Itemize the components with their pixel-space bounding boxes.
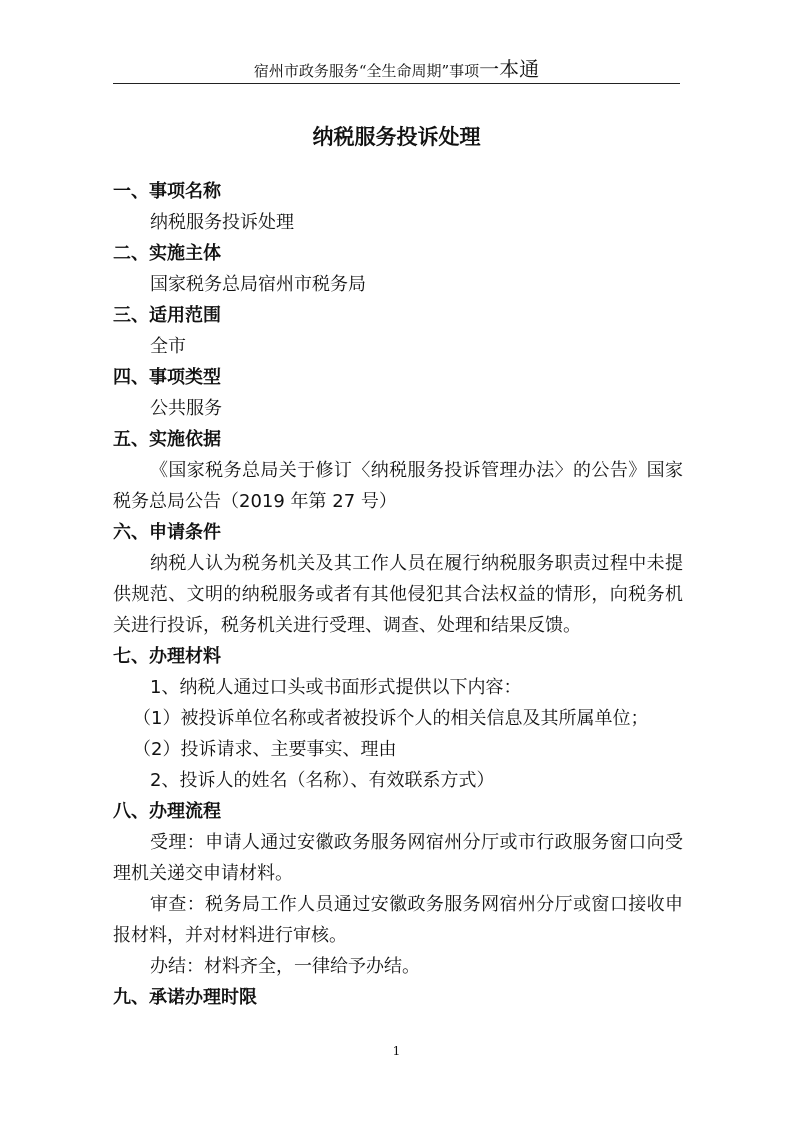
section-item-name (113, 176, 683, 238)
section-paragraph: 全市 (150, 336, 186, 357)
section-time-limit (113, 982, 683, 1013)
section-paragraph: 受理：申请人通过安徽政务服务网宿州分厅或市行政服务窗口向受理机关递交申请材料。 (113, 832, 683, 884)
document-title: 纳税服务投诉处理 (312, 125, 481, 149)
document-body (113, 176, 683, 1013)
section-legal-basis (113, 424, 683, 517)
section-heading: 七、办理材料 (113, 646, 221, 667)
page-number: 1 (392, 1044, 401, 1058)
section-paragraph: 公共服务 (150, 398, 222, 419)
section-conditions (113, 517, 683, 641)
section-heading: 九、承诺办理时限 (113, 987, 257, 1008)
section-paragraph: 2、投诉人的姓名（名称）、有效联系方式） (150, 770, 495, 791)
section-paragraph: 1、纳税人通过口头或书面形式提供以下内容： (150, 677, 522, 698)
section-paragraph: 纳税人认为税务机关及其工作人员在履行纳税服务职责过程中未提供规范、文明的纳税服务或者有其他侵犯其合法权益的情形，向税务机关进行投诉，税务机关进行受理、调查、处理和结果反馈。 (113, 553, 683, 636)
section-heading: 四、事项类型 (113, 367, 221, 388)
section-paragraph: 国家税务总局宿州市税务局 (150, 274, 366, 295)
section-implementing-body (113, 238, 683, 300)
section-paragraph: （2）投诉请求、主要事实、理由 (133, 739, 397, 760)
section-scope (113, 300, 683, 362)
section-paragraph: 《国家税务总局关于修订〈纳税服务投诉管理办法〉的公告》国家税务总局公告（2019 年第 27 号） (113, 460, 683, 512)
section-heading: 六、申请条件 (113, 522, 221, 543)
section-paragraph: （1）被投诉单位名称或者被投诉个人的相关信息及其所属单位； (133, 708, 649, 729)
section-heading: 八、办理流程 (113, 801, 221, 822)
section-heading: 五、实施依据 (113, 429, 221, 450)
running-header (0, 59, 793, 81)
header-rule (113, 83, 680, 84)
section-heading: 二、实施主体 (113, 243, 221, 264)
running-header-text-large: 一本通 (479, 57, 540, 81)
section-item-type (113, 362, 683, 424)
section-paragraph: 纳税服务投诉处理 (150, 212, 294, 233)
section-process (113, 796, 683, 982)
section-paragraph: 办结：材料齐全，一律给予办结。 (150, 956, 420, 977)
running-header-text: 宿州市政务服务“全生命周期”事项 (253, 62, 480, 80)
section-heading: 三、适用范围 (113, 305, 221, 326)
section-heading: 一、事项名称 (113, 181, 221, 202)
section-paragraph: 审查：税务局工作人员通过安徽政务服务网宿州分厅或窗口接收申报材料，并对材料进行审核。 (113, 894, 683, 946)
section-materials (113, 641, 683, 796)
